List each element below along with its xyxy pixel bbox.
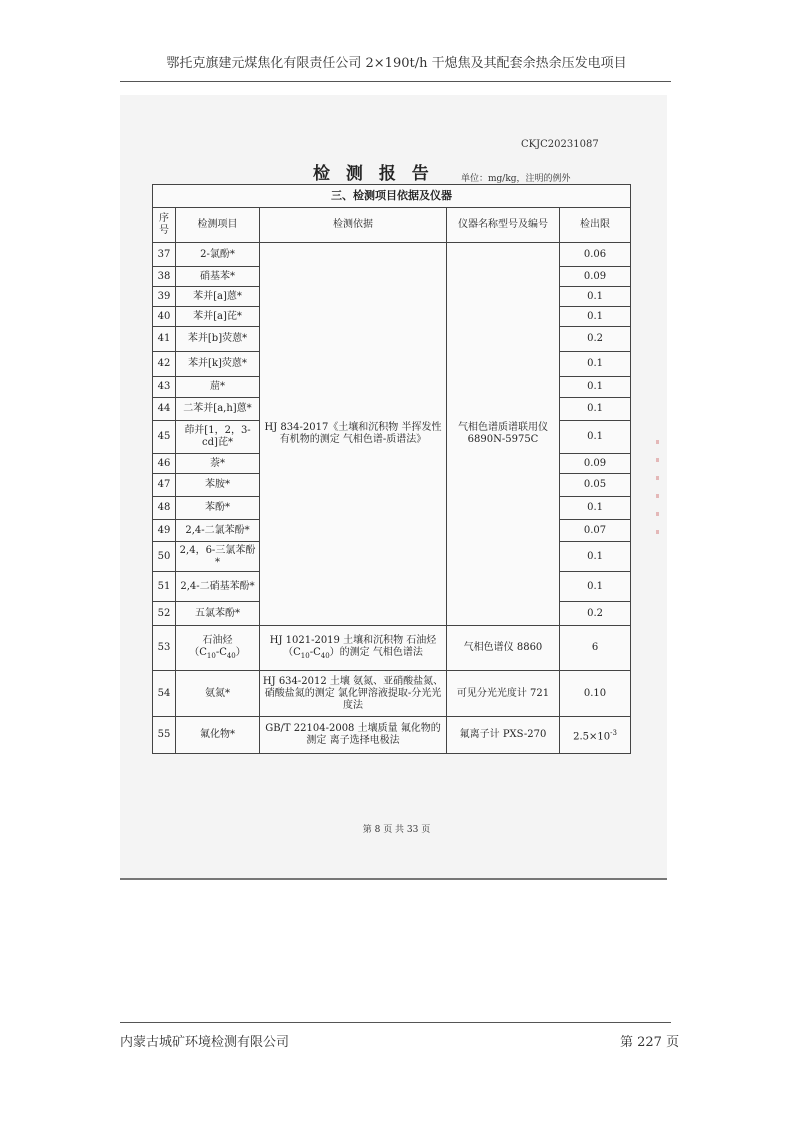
unit-note: 单位：mg/kg，注明的例外	[461, 174, 571, 184]
row-item: 萘*	[176, 454, 260, 474]
row-number: 54	[153, 671, 176, 717]
row-item: 氟化物*	[176, 717, 260, 754]
row-number: 46	[153, 454, 176, 474]
group-basis: HJ 834-2017《土壤和沉积物 半挥发性有机物的测定 气相色谱-质谱法》	[260, 243, 447, 626]
row-limit: 0.05	[560, 474, 631, 497]
report-code: CKJC20231087	[521, 139, 599, 150]
report-title: 检 测 报 告	[313, 164, 434, 184]
row-item: 硝基苯*	[176, 267, 260, 287]
row-limit: 0.1	[560, 542, 631, 572]
stamp-marks	[656, 440, 662, 560]
row-limit: 0.1	[560, 287, 631, 307]
group-instrument: 气相色谱质谱联用仪 6890N-5975C	[447, 243, 560, 626]
row-number: 45	[153, 421, 176, 454]
column-header-item: 检测项目	[176, 208, 260, 243]
column-header-no: 序号	[153, 208, 176, 243]
row-item: 茚并[1，2，3-cd]芘*	[176, 421, 260, 454]
row-limit: 0.1	[560, 352, 631, 377]
row-item: 石油烃 $(C_{10}-C_{40})$	[176, 626, 260, 671]
row-number: 41	[153, 327, 176, 352]
footer-divider	[120, 1022, 671, 1023]
row-limit: 0.06	[560, 243, 631, 267]
row-limit: 0.1	[560, 497, 631, 520]
row-item: 五氯苯酚*	[176, 602, 260, 626]
column-header-instrument: 仪器名称型号及编号	[447, 208, 560, 243]
row-limit: 0.1	[560, 398, 631, 421]
row-item: 2,4-二氯苯酚*	[176, 520, 260, 542]
table-row	[153, 717, 631, 754]
row-item: 二苯并[a,h]蒽*	[176, 398, 260, 421]
footer-company: 内蒙古城矿环境检测有限公司	[120, 1035, 290, 1050]
row-item: 苯并[k]荧蒽*	[176, 352, 260, 377]
row-number: 52	[153, 602, 176, 626]
row-number: 48	[153, 497, 176, 520]
row-item: 䓛*	[176, 377, 260, 398]
row-number: 43	[153, 377, 176, 398]
row-instrument: 气相色谱仪 8860	[447, 626, 560, 671]
header-divider	[120, 81, 671, 82]
footer-page-number: 第 227 页	[620, 1035, 680, 1050]
row-number: 42	[153, 352, 176, 377]
row-limit: 0.1	[560, 307, 631, 327]
document-header-title: 鄂托克旗建元煤焦化有限责任公司 2×190t/h 干熄焦及其配套余热余压发电项目	[166, 56, 627, 71]
row-instrument: 氟离子计 PXS-270	[447, 717, 560, 754]
row-basis: HJ 634-2012 土壤 氨氮、亚硝酸盐氮、硝酸盐氮的测定 氯化钾溶液提取-分光光度法	[260, 671, 447, 717]
row-item: 苯并[a]蒽*	[176, 287, 260, 307]
row-item: 2,4，6-三氯苯酚*	[176, 542, 260, 572]
row-limit: 0.1	[560, 572, 631, 602]
row-limit: 0.09	[560, 267, 631, 287]
row-number: 55	[153, 717, 176, 754]
row-item: 苯酚*	[176, 497, 260, 520]
column-header-limit: 检出限	[560, 208, 631, 243]
row-number: 40	[153, 307, 176, 327]
row-item: 苯并[b]荧蒽*	[176, 327, 260, 352]
row-limit: 0.10	[560, 671, 631, 717]
row-number: 39	[153, 287, 176, 307]
row-limit: 0.2	[560, 602, 631, 626]
row-number: 49	[153, 520, 176, 542]
row-basis: HJ 1021-2019 土壤和沉积物 石油烃 $(C_{10}-C_{40})$的测定 气相色谱法	[260, 626, 447, 671]
section-title: 三、检测项目依据及仪器	[153, 185, 631, 208]
row-number: 38	[153, 267, 176, 287]
scan-bottom-edge	[120, 878, 667, 880]
table-row	[153, 671, 631, 717]
table-row	[153, 626, 631, 671]
row-item: 2-氯酚*	[176, 243, 260, 267]
row-limit: 0.1	[560, 421, 631, 454]
row-number: 47	[153, 474, 176, 497]
row-limit: $2.5\times 10^{-3}$	[560, 717, 631, 754]
row-number: 50	[153, 542, 176, 572]
row-instrument: 可见分光光度计 721	[447, 671, 560, 717]
row-limit: 0.09	[560, 454, 631, 474]
row-limit: 0.1	[560, 377, 631, 398]
row-number: 37	[153, 243, 176, 267]
row-item: 苯胺*	[176, 474, 260, 497]
row-item: 氨氮*	[176, 671, 260, 717]
row-limit: 0.07	[560, 520, 631, 542]
row-limit: 0.2	[560, 327, 631, 352]
table-row	[153, 243, 631, 267]
row-item: 2,4-二硝基苯酚*	[176, 572, 260, 602]
column-header-basis: 检测依据	[260, 208, 447, 243]
row-limit: 6	[560, 626, 631, 671]
row-number: 51	[153, 572, 176, 602]
row-basis: GB/T 22104-2008 土壤质量 氟化物的测定 离子选择电极法	[260, 717, 447, 754]
row-number: 53	[153, 626, 176, 671]
row-item: 苯并[a]芘*	[176, 307, 260, 327]
report-page-number: 第 8 页 共 33 页	[362, 825, 431, 835]
row-number: 44	[153, 398, 176, 421]
testing-basis-table	[152, 184, 631, 754]
